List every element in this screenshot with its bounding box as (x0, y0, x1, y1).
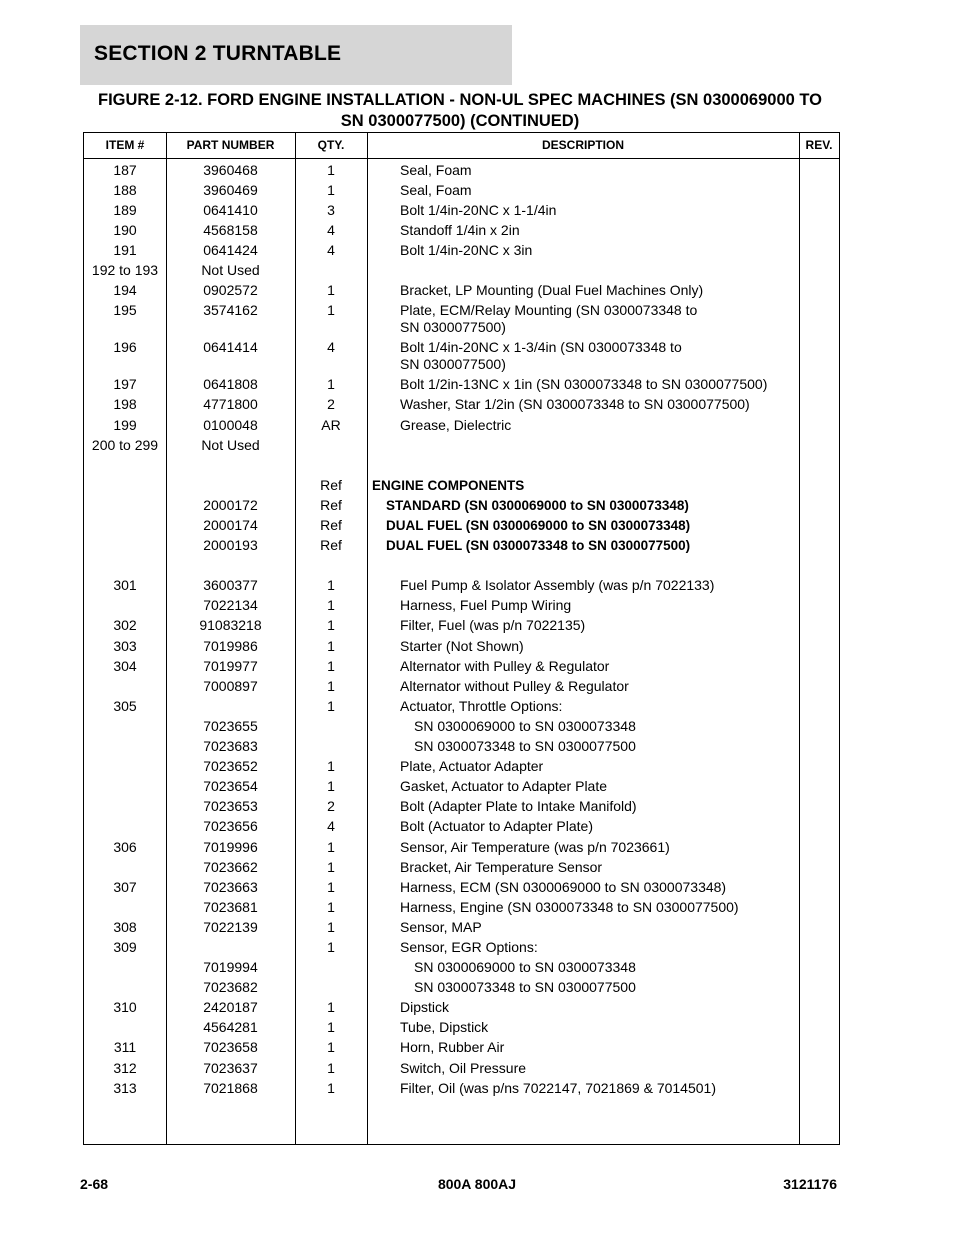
description: Harness, Fuel Pump Wiring (400, 597, 572, 614)
quantity: 4 (327, 221, 335, 238)
part-number: 91083218 (199, 617, 262, 634)
item-number: 311 (113, 1039, 137, 1056)
quantity: 4 (327, 241, 335, 258)
description: SN 0300069000 to SN 0300073348 (414, 959, 636, 976)
description-continued: SN 0300077500) (400, 319, 506, 336)
item-number: 196 (113, 339, 137, 356)
quantity: 1 (327, 697, 335, 714)
parts-table (83, 132, 840, 1145)
description: SN 0300073348 to SN 0300077500 (414, 979, 636, 996)
quantity: 1 (327, 597, 335, 614)
table-row (84, 576, 839, 596)
part-number: 0641424 (203, 241, 258, 258)
table-row (84, 1058, 839, 1078)
description: Horn, Rubber Air (400, 1039, 505, 1056)
quantity: 1 (327, 577, 335, 594)
quantity: 1 (327, 637, 335, 654)
table-row (84, 978, 839, 998)
section-title: SECTION 2 TURNTABLE (94, 42, 342, 65)
table-row (84, 897, 839, 917)
item-number: 310 (113, 999, 137, 1016)
quantity: AR (321, 416, 341, 433)
table-row (84, 676, 839, 696)
description (400, 262, 800, 279)
figure-title (80, 90, 840, 132)
item-number: 188 (113, 181, 137, 198)
item-number: 301 (113, 577, 137, 594)
table-row (84, 696, 839, 716)
quantity: 1 (327, 938, 335, 955)
table-row (84, 616, 839, 636)
part-number: 0641808 (203, 376, 258, 393)
part-number: 0902572 (203, 282, 258, 299)
part-number: 7023652 (203, 758, 258, 775)
quantity: 4 (327, 339, 335, 356)
description: SN 0300069000 to SN 0300073348 (414, 717, 636, 734)
item-number: 313 (113, 1079, 137, 1096)
description: Bracket, Air Temperature Sensor (400, 858, 603, 875)
description: Bolt 1/4in-20NC x 1-3/4in (SN 0300073348 to (400, 339, 682, 356)
description: ENGINE COMPONENTS (372, 477, 525, 493)
description: Standoff 1/4in x 2in (400, 221, 520, 238)
table-row (84, 958, 839, 978)
table-row (84, 240, 839, 260)
item-number: 189 (113, 201, 137, 218)
quantity: 1 (327, 898, 335, 915)
description: Bolt (Actuator to Adapter Plate) (400, 818, 593, 835)
description: Gasket, Actuator to Adapter Plate (400, 778, 608, 795)
table-row (84, 757, 839, 777)
table-row (84, 777, 839, 797)
part-number: 7019996 (203, 838, 258, 855)
description: Switch, Oil Pressure (400, 1059, 527, 1076)
quantity: 1 (327, 302, 335, 319)
item-number: 187 (113, 161, 137, 178)
part-number: 7019994 (203, 959, 258, 976)
part-number: 7023683 (203, 738, 258, 755)
description: Seal, Foam (400, 161, 472, 178)
description: Seal, Foam (400, 181, 472, 198)
part-number: 7019977 (203, 657, 258, 674)
quantity: 1 (327, 1039, 335, 1056)
description: Plate, ECM/Relay Mounting (SN 0300073348 to (400, 302, 698, 319)
table-row (84, 180, 839, 200)
item-number: 305 (113, 697, 137, 714)
description (400, 437, 800, 454)
description: Starter (Not Shown) (400, 637, 524, 654)
table-row (84, 260, 839, 280)
item-number: 199 (113, 416, 137, 433)
quantity: 1 (327, 758, 335, 775)
quantity: 4 (327, 818, 335, 835)
quantity: 1 (327, 999, 335, 1016)
description: Tube, Dipstick (400, 1019, 489, 1036)
part-number: 3960468 (203, 161, 258, 178)
quantity: 3 (327, 201, 335, 218)
description: Harness, ECM (SN 0300069000 to SN 0300073348) (400, 878, 727, 895)
item-number: 306 (113, 838, 137, 855)
part-number: 0641410 (203, 201, 258, 218)
part-number: 7023637 (203, 1059, 258, 1076)
part-number: 7023656 (203, 818, 258, 835)
table-row (84, 1038, 839, 1058)
part-number: 4568158 (203, 221, 258, 238)
quantity: 1 (327, 181, 335, 198)
item-number: 197 (113, 376, 137, 393)
quantity: Ref (320, 517, 342, 533)
description: Alternator with Pulley & Regulator (400, 657, 610, 674)
item-number: 308 (113, 918, 137, 935)
description: Dipstick (400, 999, 450, 1016)
quantity: Ref (320, 496, 342, 513)
description: Alternator without Pulley & Regulator (400, 677, 629, 694)
quantity: 1 (327, 282, 335, 299)
part-number: 7023663 (203, 878, 258, 895)
quantity: 1 (327, 918, 335, 935)
footer-model: 800A 800AJ (437, 1176, 517, 1192)
table-row (84, 1078, 839, 1098)
item-number: 195 (113, 302, 137, 319)
table-row (84, 395, 839, 415)
quantity: 1 (327, 1019, 335, 1036)
quantity: 1 (327, 617, 335, 634)
item-number: 194 (113, 282, 137, 299)
table-row (84, 1018, 839, 1038)
table-row (84, 200, 839, 220)
table-row (84, 797, 839, 817)
part-number: Not Used (201, 261, 260, 278)
part-number: 2000172 (203, 496, 258, 513)
quantity: 1 (327, 677, 335, 694)
quantity: 2 (327, 396, 335, 413)
table-row (84, 998, 839, 1018)
header-qty: QTY. (317, 138, 345, 152)
part-number: 7019986 (203, 637, 258, 654)
table-row (84, 877, 839, 897)
part-number: 3574162 (203, 302, 258, 319)
table-row (84, 415, 839, 435)
item-number: 304 (113, 657, 137, 674)
part-number: 7023681 (203, 898, 258, 915)
description: Actuator, Throttle Options: (400, 697, 563, 714)
description: Sensor, MAP (400, 918, 482, 935)
table-row (84, 917, 839, 937)
quantity: 1 (327, 1059, 335, 1076)
figure-title-line-1: FIGURE 2-12. FORD ENGINE INSTALLATION - NON-UL SPEC MACHINES (SN 0300069000 TO (98, 91, 822, 109)
part-number: 4564281 (203, 1019, 258, 1036)
item-number: 302 (113, 617, 137, 634)
table-row (84, 857, 839, 877)
description: Sensor, Air Temperature (was p/n 7023661) (400, 838, 670, 855)
table-row (84, 475, 839, 495)
table-row (84, 338, 839, 375)
part-number: 7023654 (203, 778, 258, 795)
item-number: 200 to 299 (91, 436, 159, 453)
part-number: 3600377 (203, 577, 258, 594)
table-row (84, 455, 839, 475)
quantity: Ref (320, 476, 342, 493)
quantity: 1 (327, 657, 335, 674)
quantity: 1 (327, 878, 335, 895)
part-number: 7000897 (203, 677, 258, 694)
item-number: 191 (113, 241, 137, 258)
description-continued: SN 0300077500) (400, 356, 506, 373)
part-number: 4771800 (203, 396, 258, 413)
quantity: Ref (320, 537, 342, 554)
part-number: 3960469 (203, 181, 258, 198)
table-row (84, 536, 839, 556)
description: SN 0300073348 to SN 0300077500 (414, 738, 636, 755)
table-row (84, 301, 839, 338)
table-row (84, 375, 839, 395)
part-number: 7021868 (203, 1079, 258, 1096)
description: Bolt 1/4in-20NC x 1-1/4in (400, 201, 557, 218)
quantity: 1 (327, 778, 335, 795)
part-number: 7022134 (203, 597, 258, 614)
description: Grease, Dielectric (400, 416, 512, 433)
footer-doc-number: 3121176 (783, 1176, 837, 1192)
item-number: 312 (113, 1059, 137, 1076)
part-number: 7023658 (203, 1039, 258, 1056)
footer-page-number: 2-68 (80, 1176, 109, 1192)
description: Filter, Fuel (was p/n 7022135) (400, 617, 586, 634)
quantity: 1 (327, 376, 335, 393)
item-number: 303 (113, 637, 137, 654)
part-number: Not Used (201, 436, 260, 453)
part-number: 2000174 (203, 517, 258, 533)
description: Bolt (Adapter Plate to Intake Manifold) (400, 798, 637, 815)
description: DUAL FUEL (SN 0300069000 to SN 0300073348) (386, 518, 691, 533)
item-number: 198 (113, 396, 137, 413)
item-number: 192 to 193 (91, 261, 159, 278)
table-row (84, 556, 839, 576)
quantity: 1 (327, 1079, 335, 1096)
quantity: 1 (327, 161, 335, 178)
description: Fuel Pump & Isolator Assembly (was p/n 7022133) (400, 577, 715, 594)
description (400, 457, 800, 474)
part-number: 2000193 (203, 537, 258, 554)
header-item: ITEM # (105, 138, 145, 152)
part-number: 7023655 (203, 717, 258, 734)
table-row (84, 281, 839, 301)
quantity: 1 (327, 858, 335, 875)
table-row (84, 596, 839, 616)
description: Filter, Oil (was p/ns 7022147, 7021869 & 7014501) (400, 1079, 716, 1096)
table-row (84, 737, 839, 757)
item-number: 307 (113, 878, 137, 895)
header-divider (84, 158, 839, 159)
table-row (84, 656, 839, 676)
description: Bolt 1/2in-13NC x 1in (SN 0300073348 to SN 0300077500) (400, 376, 768, 393)
header-rev: REV. (805, 138, 833, 152)
figure-title-line-2: SN 0300077500) (CONTINUED) (340, 112, 580, 130)
table-row (84, 817, 839, 837)
table-row (84, 937, 839, 957)
table-row (84, 636, 839, 656)
description: Plate, Actuator Adapter (400, 758, 544, 775)
description: Washer, Star 1/2in (SN 0300073348 to SN 0300077500) (400, 396, 750, 413)
table-row (84, 435, 839, 455)
section-banner (80, 25, 512, 85)
part-number: 7023662 (203, 858, 258, 875)
part-number: 7023682 (203, 979, 258, 996)
table-row (84, 220, 839, 240)
part-number: 7023653 (203, 798, 258, 815)
item-number: 309 (113, 938, 137, 955)
part-number: 0641414 (203, 339, 258, 356)
description (400, 557, 800, 574)
description: Bolt 1/4in-20NC x 3in (400, 241, 533, 258)
table-row (84, 716, 839, 736)
description: Bracket, LP Mounting (Dual Fuel Machines Only) (400, 282, 704, 299)
header-description: DESCRIPTION (541, 138, 624, 152)
table-row (84, 495, 839, 515)
description: Harness, Engine (SN 0300073348 to SN 0300077500) (400, 898, 739, 915)
part-number: 2420187 (203, 999, 258, 1016)
table-row (84, 516, 839, 536)
quantity: 2 (327, 798, 335, 815)
description: STANDARD (SN 0300069000 to SN 0300073348) (386, 497, 689, 513)
part-number: 0100048 (203, 416, 258, 433)
item-number: 190 (113, 221, 137, 238)
part-number: 7022139 (203, 918, 258, 935)
table-row (84, 160, 839, 180)
table-body (84, 160, 839, 1098)
table-row (84, 837, 839, 857)
description: Sensor, EGR Options: (400, 938, 538, 955)
description: DUAL FUEL (SN 0300073348 to SN 0300077500) (386, 538, 691, 554)
header-part-number: PART NUMBER (186, 138, 275, 152)
quantity: 1 (327, 838, 335, 855)
